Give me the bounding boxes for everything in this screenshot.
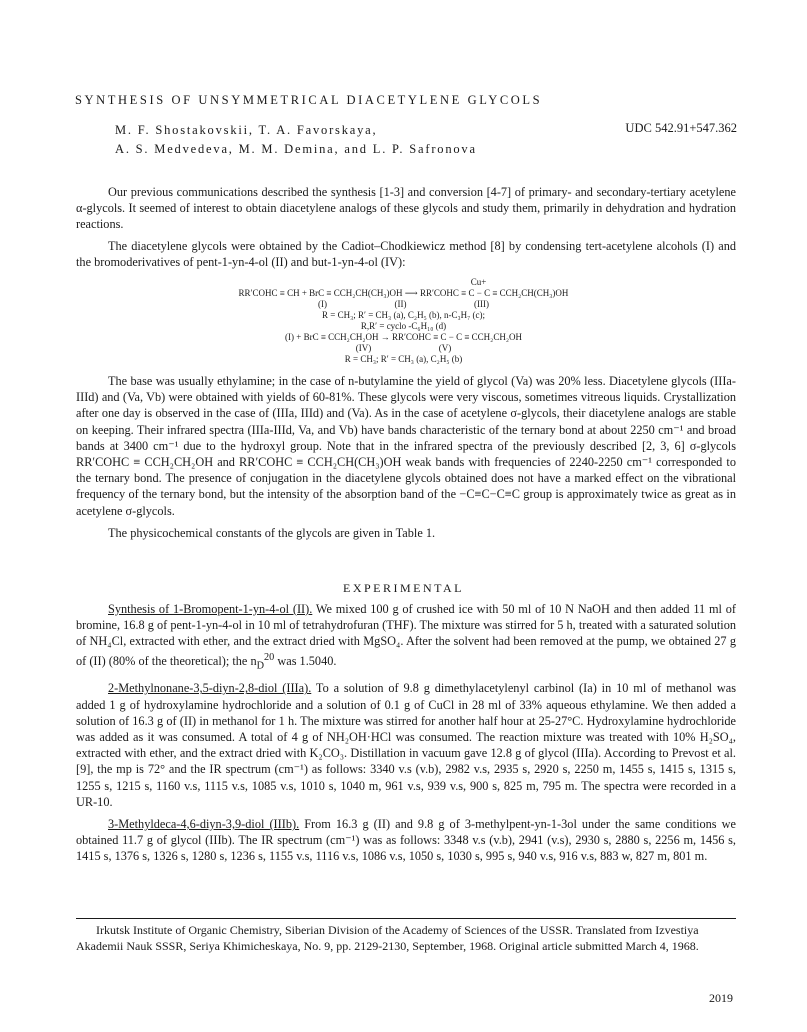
footnote-divider: [76, 918, 736, 919]
substituents-1: R = CH₃; R′ = CH₃ (a), C₂H₅ (b), n-C₃H₇ (c);: [322, 310, 485, 320]
procedure-1-text: We mixed 100 g of crushed ice with 50 ml of 10 N NaOH and then added 11 ml of bromine, 16.8 g of pent-1-yn-4-ol in 10 ml of tetrahydrofuran (THF). The mixture was stirred for 5 h, treated with a saturated solution of NH₄Cl, extracted with ether, and the extract dried with MgSO₄. After the solvent had been removed at the pump, we obtained 27 g of (II) (80% of the theoretical); the n: [76, 602, 736, 668]
results-paragraph: The base was usually ethylamine; in the case of n-butylamine the yield of glycol (Va) was 20% less. Diacetylene glycols (IIIa-IIId) and (Va, Vb) were obtained with yields of 60-81%. These glycols were very viscous, sometimes vitreous liquids. Crystallization after one day is observed in the case of (IIIa, IIId) and (Va). As in the case of acetylene σ-glycols, their diacetylene analogs are stable on keeping. Their infrared spectra (IIIa-IIId, Va, and Vb) have bands characteristic of the ternary bond at about 2250 cm⁻¹ and broad bands at 3400 cm⁻¹ due to the hydroxyl group. Note that in the infrared spectra of the previously described [2, 3, 6] σ-glycols RR′COHC ≡ CCH₂CH₂OH and RR′COHC ≡ CCH₂CH(CH₃)OH weak bands with frequencies of 2240-2250 cm⁻¹ corresponded to the ternary bond. The presence of conjugation in the diacetylene glycols obtained does not have a marked effect on the vibrational frequency of the ternary bond, but the intensity of the absorption band of the −C≡C−C≡C group is approximately twice as great as in acetylene σ-glycols.: [76, 374, 736, 518]
reaction-2-labels: (IV) (V): [355, 343, 452, 353]
procedure-3-title: 3-Methyldeca-4,6-diyn-3,9-diol (IIIb).: [108, 816, 300, 831]
experimental-section: [76, 601, 736, 865]
article-title: SYNTHESIS OF UNSYMMETRICAL DIACETYLENE GLYCOLS: [75, 93, 543, 107]
substituents-2: R,R′ = cyclo -C₆H₁₀ (d): [360, 321, 447, 331]
procedure-1: [76, 601, 736, 674]
authors-line-1: M. F. Shostakovskii, T. A. Favorskaya,: [115, 123, 378, 137]
results-section: [76, 373, 736, 541]
procedure-1-title: Synthesis of 1-Bromopent-1-yn-4-ol (II).: [108, 602, 313, 616]
udc-code: UDC 542.91+547.362: [625, 121, 737, 135]
footnote-text: Irkutsk Institute of Organic Chemistry, Siberian Division of the Academy of Sciences of the USSR. Translated from Izvestiya Akademii Nauk SSSR, Seriya Khimicheskaya, No. 9, pp. 2129-2130, September, 1968. Original article submitted March 4, 1968.: [76, 923, 699, 953]
reaction-equation-2: (I) + BrC ≡ CCH₂CH₂OH → RR′COHC ≡ C − C ≡ CCH₂CH₂OH: [285, 332, 522, 342]
refractive-index-superscript: 20: [264, 651, 275, 663]
substituents-3: R = CH₃; R′ = CH₃ (a), C₂H₅ (b): [344, 354, 463, 364]
intro-paragraph-2: The diacetylene glycols were obtained by the Cadiot–Chodkiewicz method [8] by condensing tert-acetylene alcohols (I) and the bromoderivatives of pent-1-yn-4-ol (II) and but-1-yn-4-ol (IV):: [76, 238, 736, 269]
procedure-3-text: From 16.3 g (II) and 9.8 g of 3-methylpent-yn-1-3ol under the same conditions we obtained 11.7 g of glycol (IIIb). The IR spectrum (cm⁻¹) was as follows: 3348 v.s (v.b), 2941 (v.s), 2930 s, 2880 s, 2256 m, 1456 s, 1415 s, 1376 s, 1326 s, 1280 s, 1236 s, 1155 v.s, 1116 v.s, 1086 v.s, 1050 s, 1030 s, 995 s, 940 v.s, 916 v.s, 883 w, 827 m, 801 m.: [76, 816, 736, 864]
reaction-scheme: [0, 277, 807, 365]
intro-section: [76, 184, 736, 270]
reaction-equation-1: RR′COHC ≡ CH + BrC ≡ CCH₂CH(CH₃)OH ⟶ RR′COHC ≡ C − C ≡ CCH₂CH(CH₃)OH: [238, 288, 569, 298]
procedure-2-title: 2-Methylnonane-3,5-diyn-2,8-diol (IIIa).: [108, 681, 312, 696]
procedure-1-tail: was 1.5040.: [274, 653, 337, 668]
refractive-index-subscript: D: [256, 660, 265, 672]
authors-line-2: A. S. Medvedeva, M. M. Demina, and L. P. Safronova: [115, 142, 477, 156]
experimental-heading: EXPERIMENTAL: [342, 581, 465, 595]
page-number: 2019: [709, 991, 733, 1005]
constants-paragraph: The physicochemical constants of the glycols are given in Table 1.: [108, 525, 436, 540]
author-list: [115, 121, 477, 159]
intro-paragraph-1: Our previous communications described the synthesis [1-3] and conversion [4-7] of primary- and secondary-tertiary acetylene α-glycols. It seemed of interest to obtain diacetylene analogs of these glycols and study them, primarily in dehydration and hydration reactions.: [76, 185, 736, 232]
procedure-2-text: To a solution of 9.8 g dimethylacetylenyl carbinol (Ia) in 10 ml of methanol was added 1 g of hydroxylamine hydrochloride and a solution of 0.1 g of CuCl in 28 ml of 33% aqueous ethylamine. We then added a solution of 16.3 g of (II) in methanol for 1 h. The mixture was stirred for another half hour at 25-27°C. Hydroxylamine hydrochloride was added as it was consumed. A total of 4 g of NH₂OH·HCl was consumed. The reaction mixture was treated with 10% H₂SO₄, extracted with ether, and the extract dried with K₂CO₃. Distillation in vacuum gave 12.8 g of glycol (IIIa). According to Prevost et al. [9], the mp is 72° and the IR spectrum (cm⁻¹) as follows: 3340 v.s (v.b), 2982 v.s, 2935 s, 2920 s, 2250 m, 1455 s, 1415 s, 1315 s, 1255 s, 1215 s, 1160 v.s, 1115 v.s, 1085 v.s, 1010 s, 1040 m, 961 v.s, 939 v.s, 900 s, 825 m, 795 m. The spectra were recorded in a UR-10.: [76, 681, 736, 809]
catalyst-label: Cu+: [470, 277, 487, 287]
footnote: [76, 922, 736, 954]
reaction-1-labels: (I) (II) (III): [318, 299, 489, 309]
procedure-2: [76, 680, 736, 810]
procedure-3: [76, 816, 736, 865]
